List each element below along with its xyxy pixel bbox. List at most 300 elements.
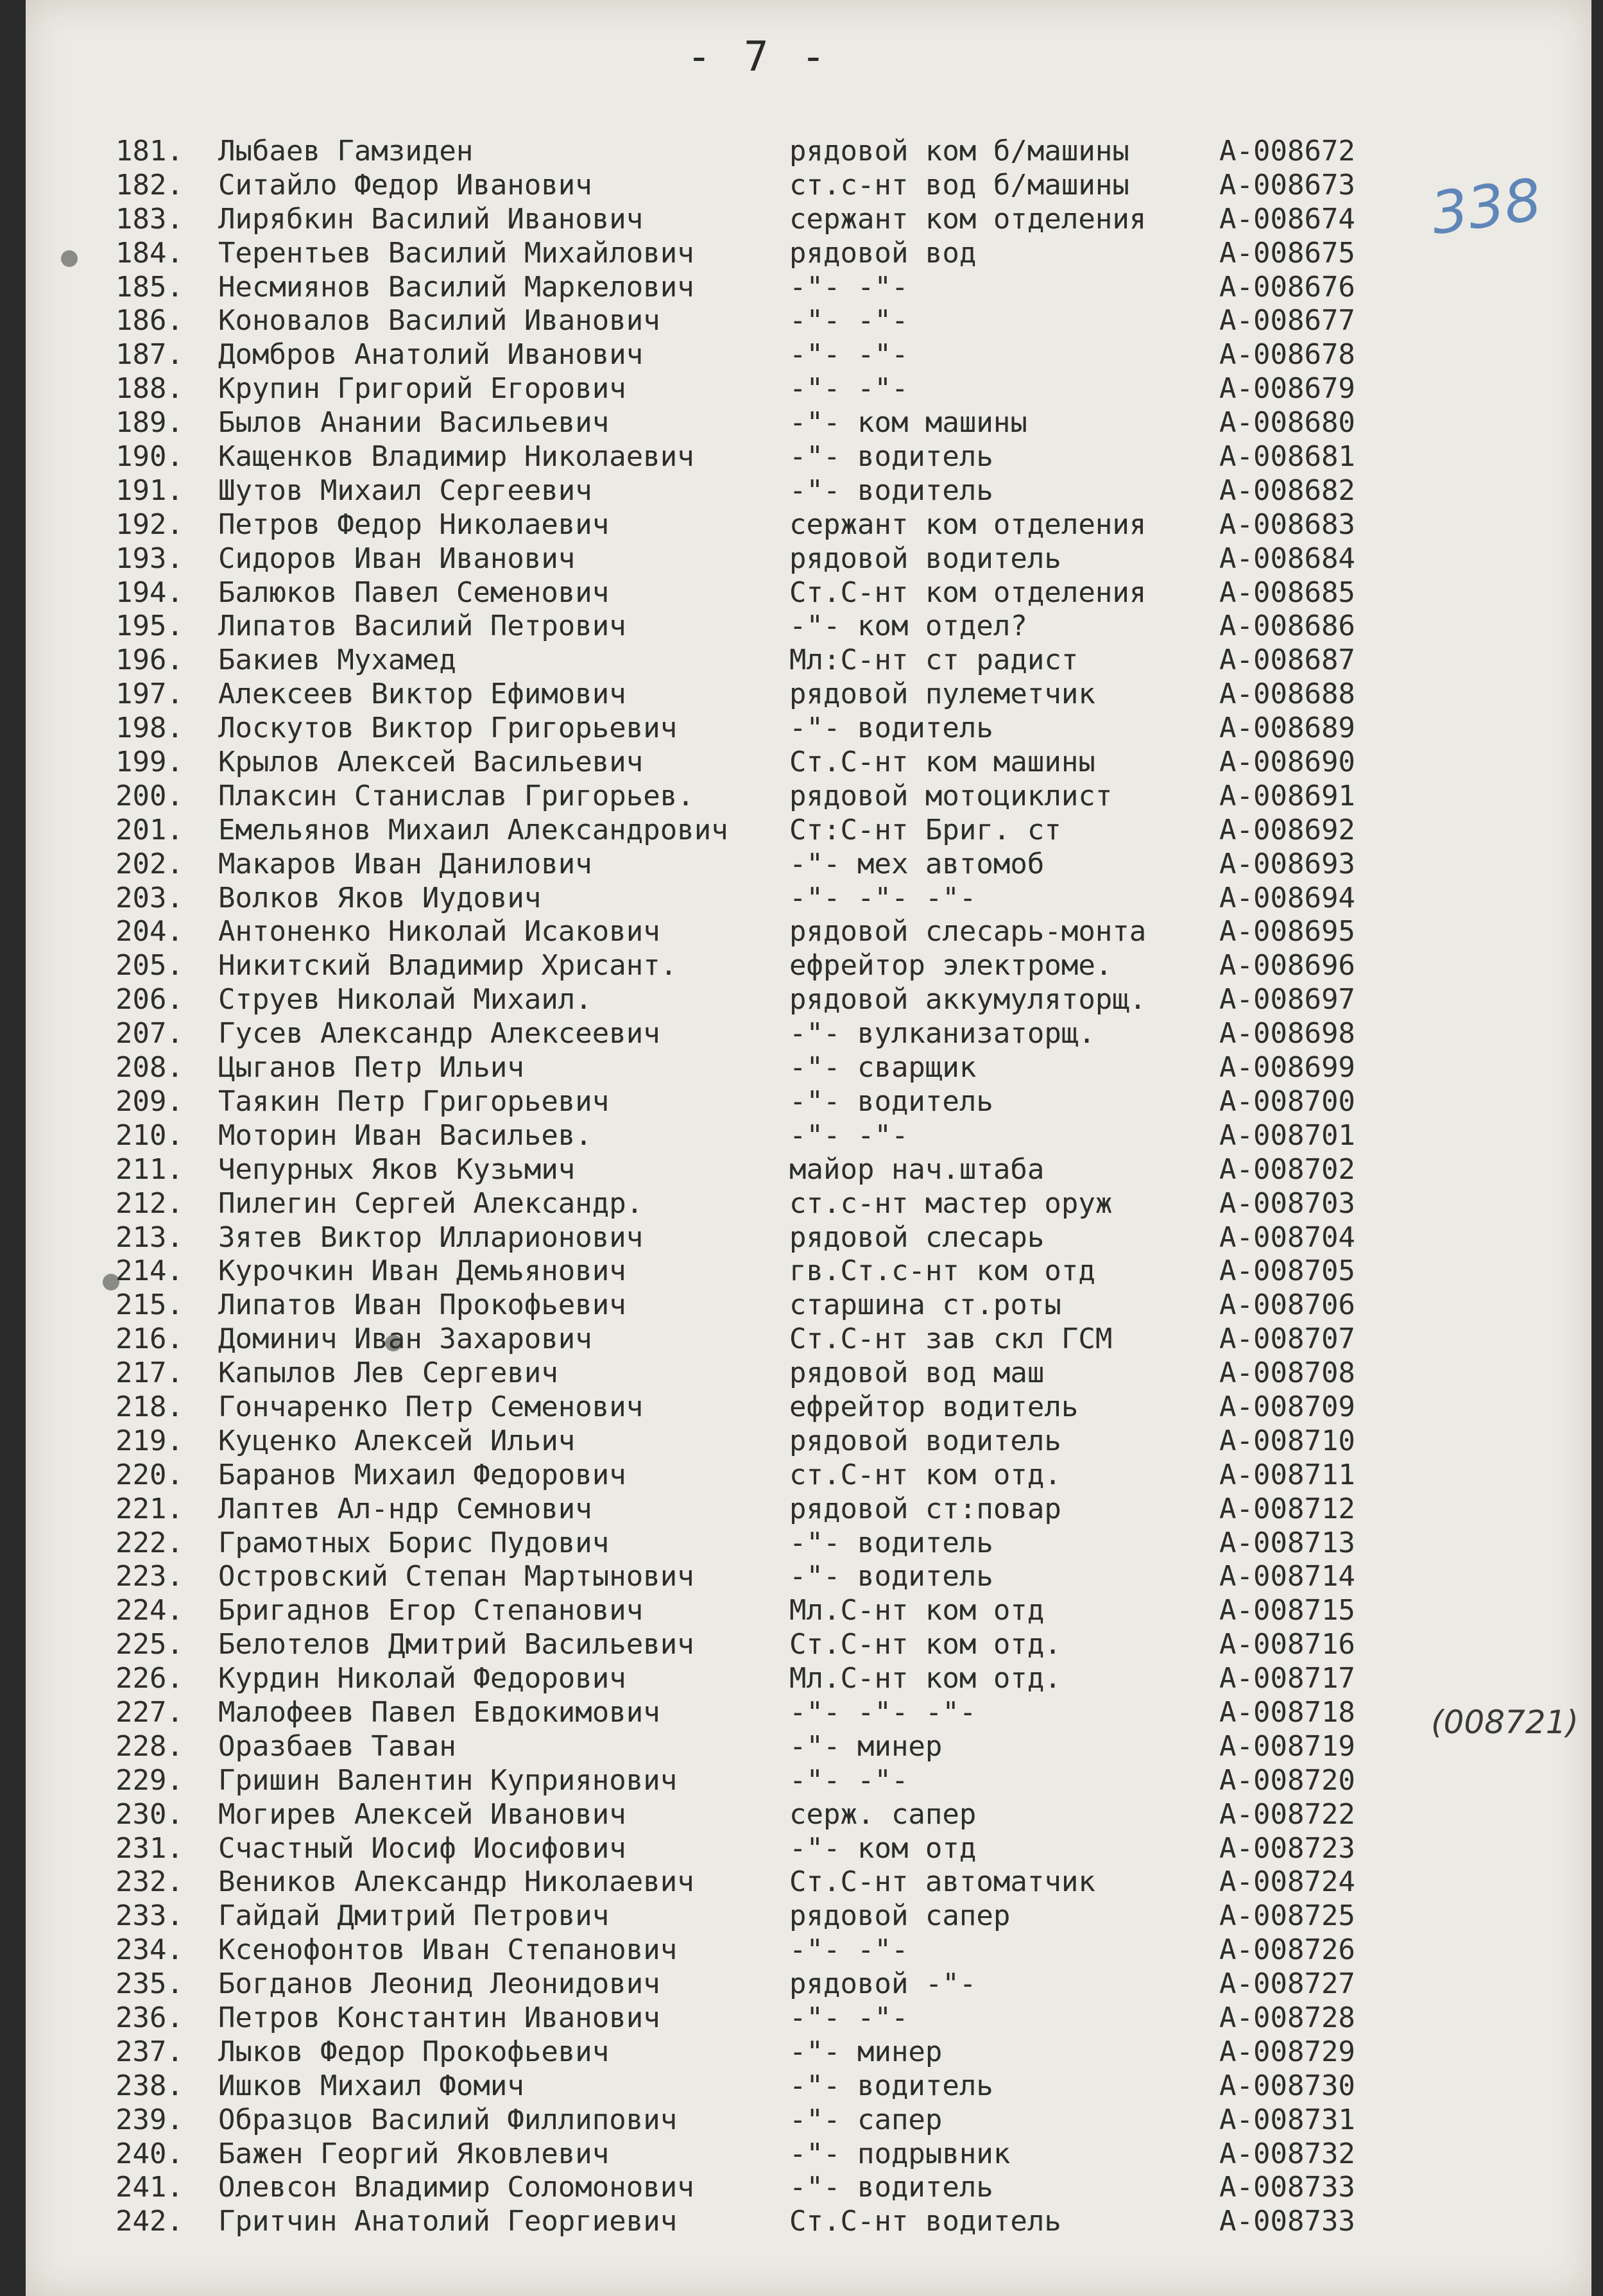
row-num: 223.	[116, 1560, 184, 1593]
list-item	[26, 1459, 1591, 1493]
row-code: А-008686	[1219, 610, 1355, 643]
list-item	[26, 304, 1591, 338]
row-num: 194.	[116, 576, 184, 609]
list-item	[26, 169, 1591, 203]
row-name: Липатов Иван Прокофьевич	[218, 1289, 626, 1322]
row-num: 217.	[116, 1357, 184, 1390]
row-num: 220.	[116, 1458, 184, 1491]
row-rank: ефрейтор электроме.	[789, 949, 1113, 982]
row-code: А-008674	[1219, 202, 1355, 236]
list-item	[26, 610, 1591, 644]
list-item	[26, 203, 1591, 237]
row-num: 181.	[116, 135, 184, 167]
row-num: 198.	[116, 712, 184, 745]
list-item	[26, 1628, 1591, 1662]
list-item	[26, 1764, 1591, 1798]
row-rank: рядовой слесарь	[789, 1221, 1045, 1254]
list-item	[26, 1221, 1591, 1255]
row-name: Волков Яков Иудович	[218, 881, 542, 914]
list-item	[26, 1323, 1591, 1357]
list-item	[26, 1357, 1591, 1391]
row-rank: -"- водитель	[789, 2069, 993, 2102]
row-rank: Ст.С-нт ком машины	[789, 746, 1095, 779]
row-num: 205.	[116, 949, 184, 982]
row-name: Баранов Михаил Федорович	[218, 1458, 626, 1491]
row-code: А-008702	[1219, 1152, 1355, 1186]
row-code: А-008685	[1219, 576, 1355, 609]
row-num: 235.	[116, 1967, 184, 2001]
row-rank: гв.Ст.с-нт ком отд	[789, 1255, 1095, 1288]
row-code: А-008723	[1219, 1831, 1355, 1865]
row-code: А-008703	[1219, 1187, 1355, 1220]
row-name: Крупин Григорий Егорович	[218, 372, 626, 406]
row-code: А-008672	[1219, 135, 1355, 167]
row-rank: Ст.С-нт ком отд.	[789, 1628, 1061, 1661]
row-code: А-008695	[1219, 915, 1355, 948]
list-item	[26, 2103, 1591, 2138]
row-code: А-008719	[1219, 1729, 1355, 1763]
list-item	[26, 1594, 1591, 1628]
list-item	[26, 1051, 1591, 1085]
row-name: Капылов Лев Сергевич	[218, 1357, 558, 1390]
row-num: 216.	[116, 1323, 184, 1356]
list-item	[26, 1730, 1591, 1764]
row-code: А-008724	[1219, 1865, 1355, 1899]
row-rank: -"- водитель	[789, 2171, 993, 2204]
list-item	[26, 2171, 1591, 2205]
row-code: А-008710	[1219, 1424, 1355, 1457]
row-rank: -"- водитель	[789, 440, 993, 474]
row-num: 224.	[116, 1594, 184, 1627]
row-num: 195.	[116, 610, 184, 643]
row-num: 190.	[116, 440, 184, 474]
row-code: А-008707	[1219, 1323, 1355, 1356]
row-name: Веников Александр Николаевич	[218, 1865, 694, 1899]
row-num: 226.	[116, 1662, 184, 1695]
list-item	[26, 1493, 1591, 1527]
row-rank: -"- -"-	[789, 1763, 909, 1797]
row-rank: Мл.С-нт ком отд.	[789, 1662, 1061, 1695]
row-num: 221.	[116, 1492, 184, 1525]
row-name: Емельянов Михаил Александрович	[218, 813, 728, 846]
row-rank: -"- -"-	[789, 1118, 909, 1152]
row-name: Моторин Иван Васильев.	[218, 1118, 592, 1152]
row-name: Белотелов Дмитрий Васильевич	[218, 1628, 694, 1661]
row-name: Домбров Анатолий Иванович	[218, 338, 644, 372]
row-rank: рядовой вод	[789, 236, 977, 270]
row-name: Крылов Алексей Васильевич	[218, 746, 644, 779]
row-name: Зятев Виктор Илларионович	[218, 1221, 644, 1254]
row-code: А-008733	[1219, 2171, 1355, 2204]
row-num: 211.	[116, 1152, 184, 1186]
list-item	[26, 271, 1591, 305]
row-name: Терентьев Василий Михайлович	[218, 236, 694, 270]
row-code: А-008718	[1219, 1695, 1355, 1729]
row-name: Петров Федор Николаевич	[218, 508, 610, 541]
row-code: А-008698	[1219, 1017, 1355, 1050]
row-code: А-008684	[1219, 542, 1355, 575]
row-rank: -"- минер	[789, 1729, 943, 1763]
row-rank: -"- -"-	[789, 338, 909, 372]
row-num: 238.	[116, 2069, 184, 2102]
row-num: 212.	[116, 1187, 184, 1220]
row-num: 193.	[116, 542, 184, 575]
list-item	[26, 1560, 1591, 1594]
row-name: Коновалов Василий Иванович	[218, 304, 660, 338]
row-rank: -"- подрывник	[789, 2137, 1011, 2170]
row-code: А-008701	[1219, 1118, 1355, 1152]
list-item	[26, 474, 1591, 508]
list-item	[26, 508, 1591, 542]
row-code: А-008717	[1219, 1662, 1355, 1695]
row-code: А-008716	[1219, 1628, 1355, 1661]
row-name: Струев Николай Михаил.	[218, 983, 592, 1016]
row-name: Бригаднов Егор Степанович	[218, 1594, 644, 1627]
list-item	[26, 2138, 1591, 2172]
row-code: А-008691	[1219, 779, 1355, 812]
row-name: Доминич Иван Захарович	[218, 1323, 592, 1356]
correction-note: (008721)	[1431, 1704, 1579, 1741]
row-num: 200.	[116, 779, 184, 812]
row-num: 227.	[116, 1695, 184, 1729]
row-code: А-008687	[1219, 644, 1355, 677]
row-num: 202.	[116, 847, 184, 880]
row-num: 233.	[116, 1899, 184, 1933]
row-name: Ситайло Федор Иванович	[218, 168, 592, 201]
row-rank: -"- -"- -"-	[789, 1695, 977, 1729]
row-rank: рядовой ст:повар	[789, 1492, 1061, 1525]
row-name: Бажен Георгий Яковлевич	[218, 2137, 610, 2170]
row-code: А-008692	[1219, 813, 1355, 846]
row-code: А-008714	[1219, 1560, 1355, 1593]
list-item	[26, 644, 1591, 678]
row-num: 231.	[116, 1831, 184, 1865]
row-num: 219.	[116, 1424, 184, 1457]
row-rank: -"- -"-	[789, 1933, 909, 1967]
row-num: 203.	[116, 881, 184, 914]
list-item	[26, 1933, 1591, 1967]
row-num: 242.	[116, 2205, 184, 2238]
row-rank: ефрейтор водитель	[789, 1390, 1079, 1423]
row-code: А-008683	[1219, 508, 1355, 541]
row-name: Ксенофонтов Иван Степанович	[218, 1933, 678, 1967]
row-rank: -"- ком отд	[789, 1831, 977, 1865]
row-name: Антоненко Николай Исакович	[218, 915, 660, 948]
row-code: А-008715	[1219, 1594, 1355, 1627]
row-rank: старшина ст.роты	[789, 1289, 1061, 1322]
list-item	[26, 1899, 1591, 1933]
list-item	[26, 237, 1591, 271]
row-name: Малофеев Павел Евдокимович	[218, 1695, 660, 1729]
row-code: А-008693	[1219, 847, 1355, 880]
row-rank: Мл.С-нт ком отд	[789, 1594, 1045, 1627]
row-name: Никитский Владимир Хрисант.	[218, 949, 678, 982]
row-num: 201.	[116, 813, 184, 846]
row-name: Счастный Иосиф Иосифович	[218, 1831, 626, 1865]
row-rank: Ст.С-нт водитель	[789, 2205, 1061, 2238]
row-rank: -"- ком машины	[789, 406, 1027, 440]
row-num: 240.	[116, 2137, 184, 2170]
list-item	[26, 542, 1591, 576]
row-num: 214.	[116, 1255, 184, 1288]
row-rank: -"- водитель	[789, 474, 993, 507]
row-rank: -"- сапер	[789, 2103, 943, 2136]
row-code: А-008689	[1219, 712, 1355, 745]
row-name: Кащенков Владимир Николаевич	[218, 440, 694, 474]
row-rank: рядовой мотоциклист	[789, 779, 1113, 812]
handwritten-mark: 338	[1427, 166, 1546, 248]
row-code: А-008680	[1219, 406, 1355, 440]
row-rank: Ст.С-нт ком отделения	[789, 576, 1147, 609]
row-code: А-008678	[1219, 338, 1355, 372]
list-item	[26, 135, 1591, 169]
row-code: А-008688	[1219, 678, 1355, 711]
row-rank: рядовой вод маш	[789, 1357, 1045, 1390]
row-name: Алексеев Виктор Ефимович	[218, 678, 626, 711]
row-num: 189.	[116, 406, 184, 440]
row-rank: рядовой водитель	[789, 542, 1061, 575]
row-code: А-008700	[1219, 1084, 1355, 1118]
row-rank: -"- водитель	[789, 1526, 993, 1559]
list-item	[26, 2035, 1591, 2069]
list-item	[26, 1289, 1591, 1323]
row-name: Былов Анании Васильевич	[218, 406, 610, 440]
list-item	[26, 814, 1591, 848]
row-num: 185.	[116, 270, 184, 304]
row-rank: ст.С-нт ком отд.	[789, 1458, 1061, 1491]
row-rank: майор нач.штаба	[789, 1152, 1045, 1186]
row-rank: серж. сапер	[789, 1797, 977, 1831]
row-code: А-008711	[1219, 1458, 1355, 1491]
row-rank: рядовой слесарь-монта	[789, 915, 1147, 948]
row-rank: -"- сварщик	[789, 1051, 977, 1084]
row-num: 225.	[116, 1628, 184, 1661]
list-item	[26, 1187, 1591, 1221]
list-item	[26, 1391, 1591, 1425]
row-name: Таякин Петр Григорьевич	[218, 1084, 610, 1118]
list-item	[26, 848, 1591, 882]
row-code: А-008729	[1219, 2035, 1355, 2068]
row-code: А-008681	[1219, 440, 1355, 474]
row-num: 230.	[116, 1797, 184, 1831]
row-code: А-008706	[1219, 1289, 1355, 1322]
row-code: А-008720	[1219, 1763, 1355, 1797]
list-item	[26, 1119, 1591, 1153]
row-name: Богданов Леонид Леонидович	[218, 1967, 660, 2001]
row-num: 186.	[116, 304, 184, 338]
row-num: 236.	[116, 2001, 184, 2034]
row-code: А-008709	[1219, 1390, 1355, 1423]
row-rank: рядовой сапер	[789, 1899, 1011, 1933]
row-name: Лыбаев Гамзиден	[218, 135, 474, 167]
list-item	[26, 746, 1591, 780]
row-num: 215.	[116, 1289, 184, 1322]
row-code: А-008699	[1219, 1051, 1355, 1084]
row-rank: -"- -"- -"-	[789, 881, 977, 914]
row-name: Ишков Михаил Фомич	[218, 2069, 524, 2102]
row-num: 206.	[116, 983, 184, 1016]
row-code: А-008712	[1219, 1492, 1355, 1525]
row-name: Гусев Александр Алексеевич	[218, 1017, 660, 1050]
row-num: 199.	[116, 746, 184, 779]
row-name: Цыганов Петр Ильич	[218, 1051, 524, 1084]
row-code: А-008690	[1219, 746, 1355, 779]
row-name: Курочкин Иван Демьянович	[218, 1255, 626, 1288]
row-name: Лирябкин Василий Иванович	[218, 202, 644, 236]
row-rank: рядовой ком б/машины	[789, 135, 1129, 167]
row-rank: Мл:С-нт ст радист	[789, 644, 1079, 677]
row-rank: ст.с-нт вод б/машины	[789, 168, 1129, 201]
row-num: 237.	[116, 2035, 184, 2068]
row-num: 213.	[116, 1221, 184, 1254]
row-name: Могирев Алексей Иванович	[218, 1797, 626, 1831]
row-rank: -"- вулканизаторщ.	[789, 1017, 1095, 1050]
row-rank: -"- -"-	[789, 372, 909, 406]
row-name: Шутов Михаил Сергеевич	[218, 474, 592, 507]
row-name: Чепурных Яков Кузьмич	[218, 1152, 576, 1186]
row-code: А-008682	[1219, 474, 1355, 507]
list-item	[26, 712, 1591, 746]
list-item	[26, 1832, 1591, 1866]
row-name: Балюков Павел Семенович	[218, 576, 610, 609]
row-code: А-008675	[1219, 236, 1355, 270]
row-code: А-008732	[1219, 2137, 1355, 2170]
list-item	[26, 440, 1591, 474]
row-name: Олевсон Владимир Соломонович	[218, 2171, 694, 2204]
row-name: Гритчин Анатолий Георгиевич	[218, 2205, 678, 2238]
row-rank: -"- -"-	[789, 2001, 909, 2034]
row-code: А-008713	[1219, 1526, 1355, 1559]
row-num: 222.	[116, 1526, 184, 1559]
row-code: А-008728	[1219, 2001, 1355, 2034]
row-code: А-008727	[1219, 1967, 1355, 2001]
row-name: Сидоров Иван Иванович	[218, 542, 576, 575]
row-code: А-008696	[1219, 949, 1355, 982]
row-code: А-008705	[1219, 1255, 1355, 1288]
list-item	[26, 678, 1591, 712]
row-num: 188.	[116, 372, 184, 406]
row-code: А-008697	[1219, 983, 1355, 1016]
list-item	[26, 1017, 1591, 1051]
list-item	[26, 406, 1591, 440]
row-name: Лыков Федор Прокофьевич	[218, 2035, 610, 2068]
row-rank: -"- ком отдел?	[789, 610, 1027, 643]
row-code: А-008722	[1219, 1797, 1355, 1831]
row-num: 192.	[116, 508, 184, 541]
row-name: Гришин Валентин Куприянович	[218, 1763, 678, 1797]
row-name: Гайдай Дмитрий Петрович	[218, 1899, 610, 1933]
row-num: 197.	[116, 678, 184, 711]
row-code: А-008708	[1219, 1357, 1355, 1390]
document-page	[26, 0, 1591, 2296]
row-code: А-008677	[1219, 304, 1355, 338]
list-item	[26, 2001, 1591, 2035]
row-name: Гончаренко Петр Семенович	[218, 1390, 644, 1423]
list-item	[26, 2069, 1591, 2103]
row-code: А-008731	[1219, 2103, 1355, 2136]
row-num: 182.	[116, 168, 184, 201]
row-num: 228.	[116, 1729, 184, 1763]
row-num: 204.	[116, 915, 184, 948]
row-num: 234.	[116, 1933, 184, 1967]
list-item	[26, 882, 1591, 916]
row-rank: сержант ком отделения	[789, 202, 1147, 236]
list-item	[26, 2205, 1591, 2239]
row-code: А-008730	[1219, 2069, 1355, 2102]
row-rank: Ст:С-нт Бриг. ст	[789, 813, 1061, 846]
list-item	[26, 1425, 1591, 1459]
row-num: 196.	[116, 644, 184, 677]
personnel-list	[26, 135, 1591, 2239]
row-rank: Ст.С-нт автоматчик	[789, 1865, 1095, 1899]
list-item	[26, 1255, 1591, 1289]
row-num: 183.	[116, 202, 184, 236]
row-code: А-008694	[1219, 881, 1355, 914]
row-num: 207.	[116, 1017, 184, 1050]
list-item	[26, 1527, 1591, 1561]
row-rank: -"- водитель	[789, 1560, 993, 1593]
row-name: Грамотных Борис Пудович	[218, 1526, 610, 1559]
row-name: Плаксин Станислав Григорьев.	[218, 779, 694, 812]
row-rank: -"- минер	[789, 2035, 943, 2068]
list-item	[26, 1085, 1591, 1119]
row-name: Макаров Иван Данилович	[218, 847, 592, 880]
row-name: Липатов Василий Петрович	[218, 610, 626, 643]
list-item	[26, 1662, 1591, 1696]
list-item	[26, 983, 1591, 1017]
row-rank: -"- водитель	[789, 1084, 993, 1118]
row-name: Оразбаев Таван	[218, 1729, 456, 1763]
list-item	[26, 1696, 1591, 1730]
list-item	[26, 1153, 1591, 1187]
row-code: А-008726	[1219, 1933, 1355, 1967]
row-name: Курдин Николай Федорович	[218, 1662, 626, 1695]
row-num: 191.	[116, 474, 184, 507]
row-name: Лаптев Ал-ндр Семнович	[218, 1492, 592, 1525]
row-code: А-008673	[1219, 168, 1355, 201]
row-code: А-008725	[1219, 1899, 1355, 1933]
row-rank: -"- -"-	[789, 270, 909, 304]
row-code: А-008704	[1219, 1221, 1355, 1254]
list-item	[26, 576, 1591, 610]
row-num: 239.	[116, 2103, 184, 2136]
row-num: 208.	[116, 1051, 184, 1084]
row-rank: рядовой пулеметчик	[789, 678, 1095, 711]
row-rank: рядовой водитель	[789, 1424, 1061, 1457]
list-item	[26, 372, 1591, 406]
row-num: 218.	[116, 1390, 184, 1423]
row-rank: Ст.С-нт зав скл ГСМ	[789, 1323, 1113, 1356]
row-num: 229.	[116, 1763, 184, 1797]
row-num: 187.	[116, 338, 184, 372]
list-item	[26, 1798, 1591, 1832]
row-name: Несмиянов Василий Маркелович	[218, 270, 694, 304]
row-rank: -"- мех автомоб	[789, 847, 1045, 880]
row-rank: сержант ком отделения	[789, 508, 1147, 541]
row-num: 241.	[116, 2171, 184, 2204]
row-rank: -"- водитель	[789, 712, 993, 745]
row-num: 210.	[116, 1118, 184, 1152]
row-name: Пилегин Сергей Александр.	[218, 1187, 644, 1220]
row-name: Петров Константин Иванович	[218, 2001, 660, 2034]
row-rank: ст.с-нт мастер оруж	[789, 1187, 1113, 1220]
row-num: 184.	[116, 236, 184, 270]
row-name: Куценко Алексей Ильич	[218, 1424, 576, 1457]
list-item	[26, 1865, 1591, 1899]
list-item	[26, 915, 1591, 949]
row-rank: -"- -"-	[789, 304, 909, 338]
row-code: А-008676	[1219, 270, 1355, 304]
